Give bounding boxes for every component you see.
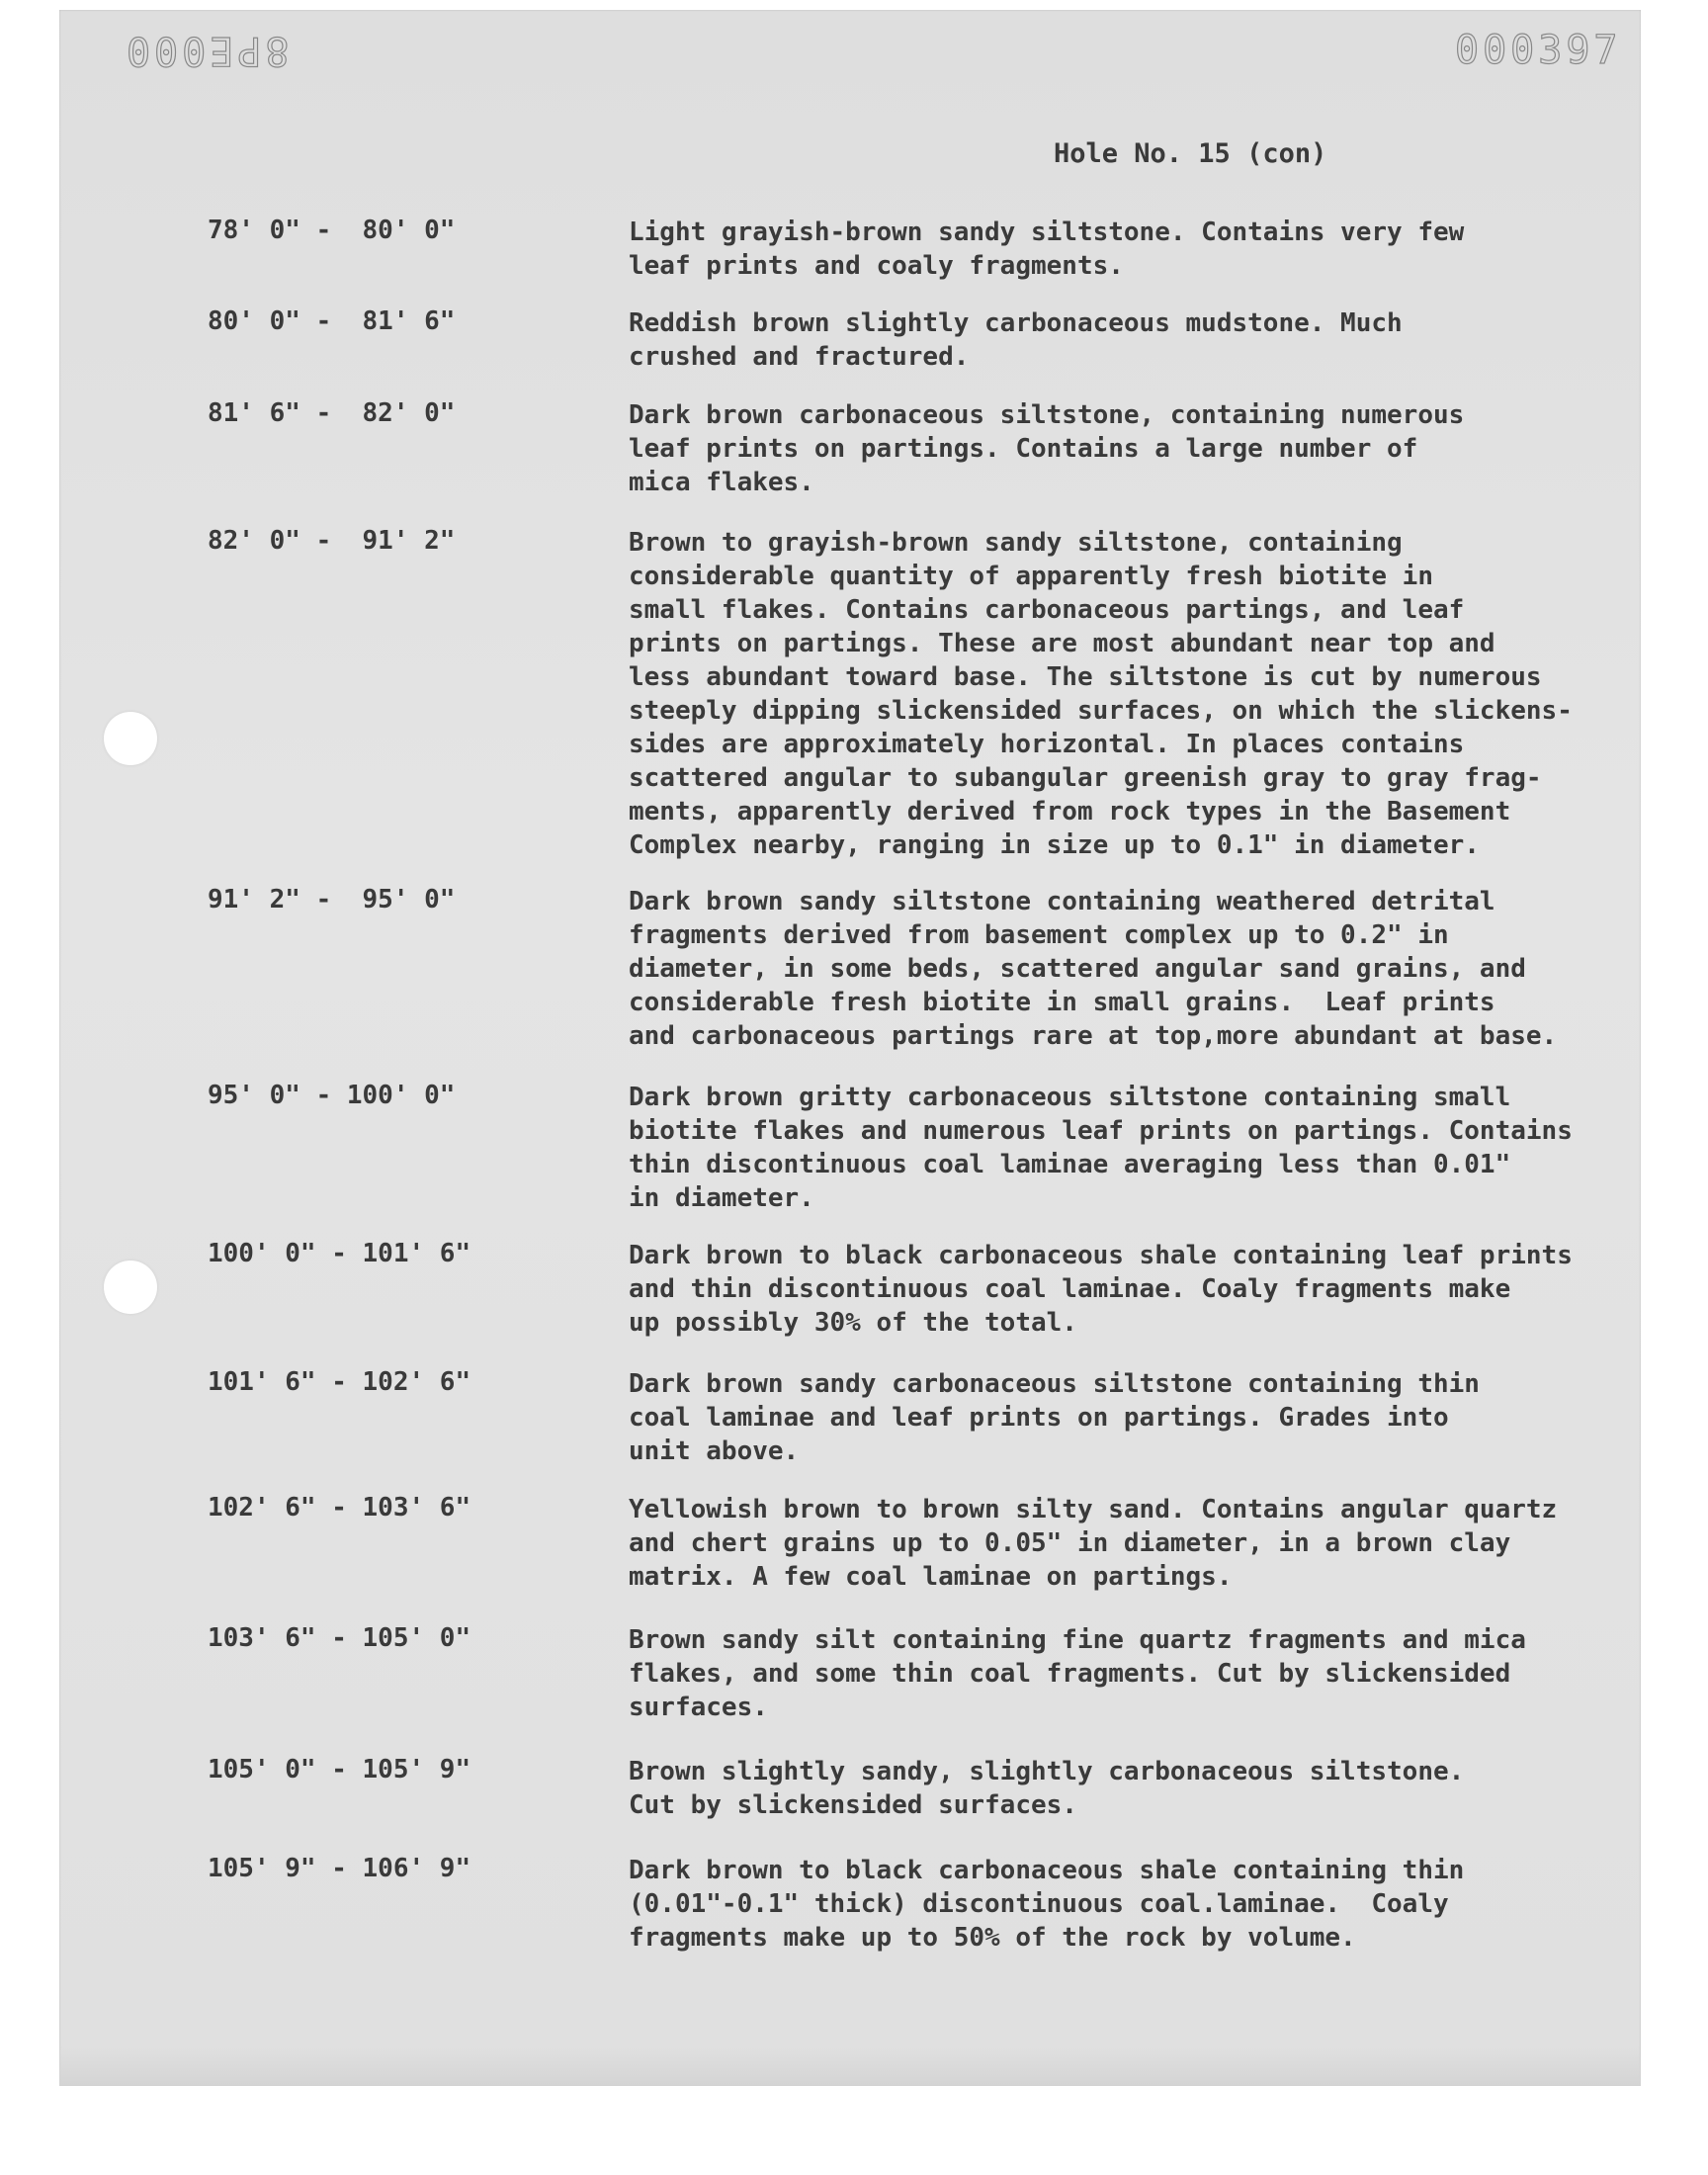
description-line: Yellowish brown to brown silty sand. Contains angular quartz: [629, 1495, 1558, 1524]
description-line: leaf prints on partings. Contains a large number of: [629, 434, 1418, 464]
description-line: surfaces.: [629, 1693, 768, 1722]
description-line: flakes, and some thin coal fragments. Cut by slickensided: [629, 1659, 1511, 1689]
description-line: Dark brown sandy siltstone containing weathered detrital: [629, 887, 1495, 916]
description-line: steeply dipping slickensided surfaces, on which the slickens-: [629, 696, 1573, 726]
description-line: Reddish brown slightly carbonaceous mudstone. Much: [629, 308, 1403, 338]
depth-interval: 105' 9" - 106' 9": [208, 1854, 471, 1883]
description-line: Dark brown to black carbonaceous shale containing leaf prints: [629, 1241, 1573, 1270]
depth-interval: 103' 6" - 105' 0": [208, 1623, 471, 1653]
depth-interval: 101' 6" - 102' 6": [208, 1367, 471, 1397]
description-line: Dark brown sandy carbonaceous siltstone containing thin: [629, 1369, 1480, 1399]
description-line: prints on partings. These are most abundant near top and: [629, 629, 1495, 658]
description-line: small flakes. Contains carbonaceous partings, and leaf: [629, 595, 1465, 625]
description-line: unit above.: [629, 1436, 800, 1466]
description-line: Brown to grayish-brown sandy siltstone, containing: [629, 528, 1403, 558]
hole-header: Hole No. 15 (con): [1054, 138, 1327, 169]
description-line: less abundant toward base. The siltstone is cut by numerous: [629, 662, 1542, 692]
description-line: Dark brown carbonaceous siltstone, containing numerous: [629, 400, 1465, 430]
lithology-description: [629, 306, 1637, 374]
description-line: Brown slightly sandy, slightly carbonaceous siltstone.: [629, 1757, 1465, 1786]
description-line: Cut by slickensided surfaces.: [629, 1790, 1077, 1820]
punch-hole-top: [104, 712, 157, 765]
document-stamp-left: 8PE000: [123, 28, 290, 73]
description-line: scattered angular to subangular greenish gray to gray frag-: [629, 763, 1542, 793]
page-shadow: [59, 2046, 1641, 2086]
depth-interval: 91' 2" - 95' 0": [208, 885, 456, 914]
description-line: matrix. A few coal laminae on partings.: [629, 1562, 1233, 1592]
lithology-description: [629, 216, 1637, 283]
lithology-description: [629, 1081, 1637, 1215]
description-line: fragments make up to 50% of the rock by volume.: [629, 1923, 1356, 1953]
description-line: and carbonaceous partings rare at top,more abundant at base.: [629, 1021, 1558, 1051]
lithology-description: [629, 1623, 1637, 1724]
description-line: considerable fresh biotite in small grains. Leaf prints: [629, 988, 1495, 1017]
lithology-description: [629, 526, 1637, 862]
description-line: ments, apparently derived from rock types in the Basement: [629, 797, 1511, 826]
lithology-description: [629, 398, 1637, 499]
description-line: leaf prints and coaly fragments.: [629, 251, 1124, 281]
description-line: Dark brown gritty carbonaceous siltstone containing small: [629, 1083, 1511, 1112]
depth-interval: 80' 0" - 81' 6": [208, 306, 456, 336]
description-line: up possibly 30% of the total.: [629, 1308, 1077, 1338]
depth-interval: 81' 6" - 82' 0": [208, 398, 456, 428]
depth-interval: 102' 6" - 103' 6": [208, 1493, 471, 1522]
description-line: (0.01"-0.1" thick) discontinuous coal.laminae. Coaly: [629, 1889, 1449, 1919]
description-line: fragments derived from basement complex up to 0.2" in: [629, 920, 1449, 950]
depth-interval: 105' 0" - 105' 9": [208, 1755, 471, 1784]
description-line: and thin discontinuous coal laminae. Coaly fragments make: [629, 1274, 1511, 1304]
lithology-description: [629, 1854, 1637, 1955]
description-line: Brown sandy silt containing fine quartz fragments and mica: [629, 1625, 1526, 1655]
lithology-description: [629, 1367, 1637, 1468]
description-line: Complex nearby, ranging in size up to 0.1" in diameter.: [629, 830, 1480, 860]
depth-interval: 100' 0" - 101' 6": [208, 1239, 471, 1268]
description-line: considerable quantity of apparently fresh biotite in: [629, 562, 1433, 591]
lithology-description: [629, 1755, 1637, 1822]
document-stamp-right: 000397: [1455, 28, 1622, 73]
description-line: mica flakes.: [629, 468, 814, 497]
lithology-description: [629, 1239, 1637, 1340]
lithology-description: [629, 885, 1637, 1053]
description-line: thin discontinuous coal laminae averaging less than 0.01": [629, 1150, 1511, 1179]
description-line: and chert grains up to 0.05" in diameter, in a brown clay: [629, 1528, 1511, 1558]
description-line: coal laminae and leaf prints on partings. Grades into: [629, 1403, 1449, 1433]
description-line: Dark brown to black carbonaceous shale containing thin: [629, 1856, 1465, 1885]
description-line: diameter, in some beds, scattered angular sand grains, and: [629, 954, 1526, 984]
description-line: in diameter.: [629, 1183, 814, 1213]
depth-interval: 78' 0" - 80' 0": [208, 216, 456, 245]
description-line: sides are approximately horizontal. In places contains: [629, 730, 1465, 759]
punch-hole-bottom: [104, 1261, 157, 1314]
depth-interval: 95' 0" - 100' 0": [208, 1081, 456, 1110]
document-page: [59, 10, 1641, 2086]
description-line: crushed and fractured.: [629, 342, 970, 372]
description-line: Light grayish-brown sandy siltstone. Contains very few: [629, 218, 1465, 247]
lithology-description: [629, 1493, 1637, 1594]
description-line: biotite flakes and numerous leaf prints on partings. Contains: [629, 1116, 1573, 1146]
depth-interval: 82' 0" - 91' 2": [208, 526, 456, 556]
